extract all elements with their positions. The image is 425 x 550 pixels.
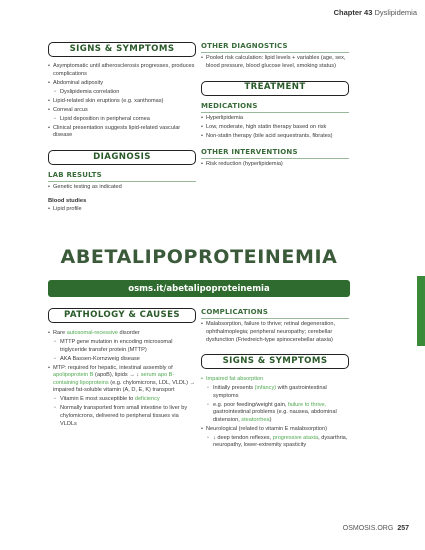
- other-interventions-heading: OTHER INTERVENTIONS: [201, 148, 349, 159]
- list-item: ◦ ↓ deep tendon reflexes, progressive ataxia, dysarthria, neuropathy, lower-extremity spasticity: [201, 435, 349, 450]
- list-item: ◦ MTTP gene mutation in encoding microsomal triglyceride transfer protein (MTTP): [48, 339, 196, 354]
- list-item: • Impaired fat absorption: [201, 376, 349, 384]
- page-title: ABETALIPOPROTEINEMIA: [60, 246, 338, 268]
- list-item: • Low, moderate, high statin therapy based on risk: [201, 124, 349, 132]
- list-item: • Asymptomatic until atherosclerosis progresses, produces complications: [48, 63, 196, 78]
- abeta-left-column: [48, 308, 196, 430]
- list-item: • Neurological (related to vitamin E malabsorption): [201, 426, 349, 434]
- abeta-signs-symptoms-box: SIGNS & SYMPTOMS: [201, 354, 349, 369]
- list-item: • Risk reduction (hyperlipidemia): [201, 161, 349, 169]
- list-item: ◦ Vitamin E most susceptible to deficiency: [48, 396, 196, 404]
- chapter-subject: Dyslipidemia: [374, 8, 417, 17]
- pathology-list: [48, 330, 196, 428]
- list-item: • Pooled risk calculation: lipid levels + variables (age, sex, blood pressure, blood glucose level, smoking status): [201, 55, 349, 70]
- other-diagnostics-heading: OTHER DIAGNOSTICS: [201, 42, 349, 53]
- medications-heading: MEDICATIONS: [201, 102, 349, 113]
- side-tab-marker: [417, 276, 425, 346]
- page-header: [334, 8, 417, 17]
- diagnosis-box: DIAGNOSIS: [48, 150, 196, 165]
- list-item: ◦ Initially presents (infancy) with gastrointestinal symptoms: [201, 385, 349, 400]
- list-item: ◦ e.g. poor feeding/weight gain, failure to thrive, gastrointestinal problems (e.g. nausea, abdominal distension, steatorrhea): [201, 402, 349, 425]
- signs-list: [48, 63, 196, 140]
- dyslipidemia-right-column: [201, 42, 349, 170]
- site-name: OSMOSIS.ORG: [342, 525, 394, 532]
- list-item: ◦ Normally transported from small intestine to liver by chylomicrons, delivered to peripheral tissues via VLDLs: [48, 405, 196, 428]
- medications-list: [201, 115, 349, 141]
- chapter-label: Chapter 43: [333, 8, 373, 17]
- list-item: • Lipid profile: [48, 206, 196, 214]
- other-interventions-list: [201, 161, 349, 169]
- list-item: • Clinical presentation suggests lipid-related vascular disease: [48, 125, 196, 140]
- dyslipidemia-left-column: [48, 42, 196, 215]
- list-item: • Corneal arcus: [48, 107, 196, 115]
- list-item: • Lipid-related skin eruptions (e.g. xanthomas): [48, 98, 196, 106]
- list-item: • Malabsorption, failure to thrive; retinal degeneration, ophthalmoplegia; peripheral neuropathy; cerebellar dysfunction (Friedreich-type spinocerebellar ataxia): [201, 321, 349, 344]
- pathology-causes-box: PATHOLOGY & CAUSES: [48, 308, 196, 323]
- list-item: ◦ Dyslipidemia correlation: [48, 89, 196, 97]
- lab-results-list: [48, 184, 196, 192]
- list-item: • Abdominal adiposity: [48, 80, 196, 88]
- complications-list: [201, 321, 349, 344]
- abeta-signs-list: [201, 376, 349, 450]
- blood-studies-list: [48, 206, 196, 214]
- other-diagnostics-list: [201, 55, 349, 70]
- osmosis-link-bar[interactable]: osms.it/abetalipoproteinemia: [48, 280, 350, 297]
- list-item: • MTP: required for hepatic, intestinal assembly of apolipoprotein B (apoB), lipids → ↓ serum apo B-containing lipoproteins (e.g. chylomicrons, LDL, VLDL) → impaired fat-soluble vitamin (A, D, E, K) transport: [48, 365, 196, 395]
- list-item: • Genetic testing as indicated: [48, 184, 196, 192]
- blood-studies-heading: Blood studies: [48, 197, 87, 204]
- complications-heading: COMPLICATIONS: [201, 308, 349, 319]
- page-number: 257: [397, 525, 409, 532]
- abeta-right-column: [201, 308, 349, 452]
- list-item: ◦ AKA Bassen-Kornzweig disease: [48, 356, 196, 364]
- list-item: • Rare autosomal-recessive disorder: [48, 330, 196, 338]
- list-item: ◦ Lipid deposition in peripheral cornea: [48, 116, 196, 124]
- treatment-box: TREATMENT: [201, 81, 349, 96]
- page-footer: [343, 525, 409, 532]
- signs-symptoms-box: SIGNS & SYMPTOMS: [48, 42, 196, 57]
- list-item: • Hyperlipidemia: [201, 115, 349, 123]
- list-item: • Non-statin therapy (bile acid sequestrants, fibrates): [201, 133, 349, 141]
- lab-results-heading: LAB RESULTS: [48, 171, 196, 182]
